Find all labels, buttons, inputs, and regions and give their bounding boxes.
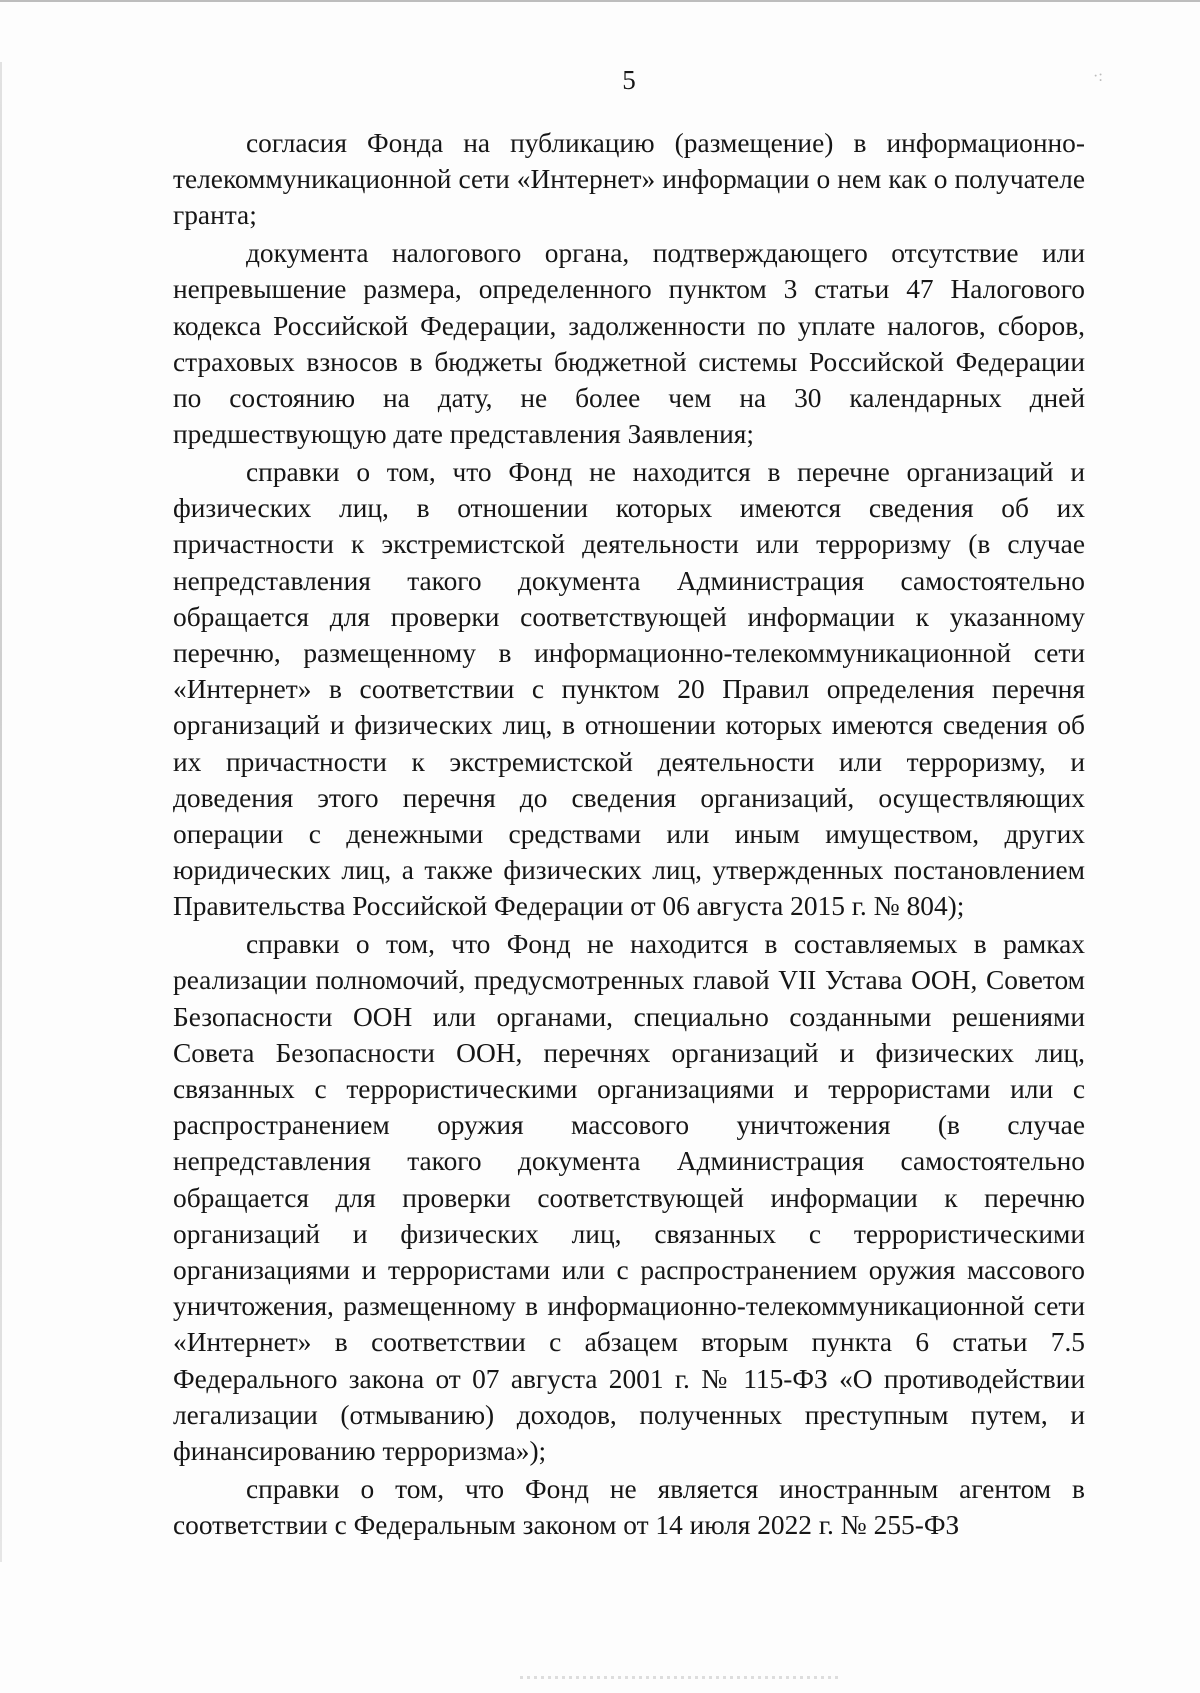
document-body [173,125,1085,1545]
paragraph-un-security-council-lists: справки о том, что Фонд не находится в составляемых в рамках реализации полномочий, предусмотренных главой VII Устава ООН, Советом Безопасности ООН или органами, специально созданными решениями Совета Безопасности ООН, перечнях организаций и физических лиц, связанных с террористическими организациями и террористами или с распространением оружия массового уничтожения (в случае непредставления такого документа Администрация самостоятельно обращается для проверки соответствующей информации к перечню организаций и физических лиц, связанных с террористическими организациями и террористами или с распространением оружия массового уничтожения, размещенному в информационно-телекоммуникационной сети «Интернет» в соответствии с абзацем вторым пункта 6 статьи 7.5 Федерального закона от 07 августа 2001 г. № 115-ФЗ «О противодействии легализации (отмыванию) доходов, полученных преступным путем, и финансированию терроризма»); [173,929,1085,1467]
scan-edge-shadow [0,62,2,1562]
scan-artifact-dots [520,1676,840,1679]
paragraph-consent-publication: согласия Фонда на публикацию (размещение) в информационно-телекоммуникационной сети «Интернет» информации о нем как о получателе гранта; [173,128,1085,231]
page-number: 5 [622,65,636,95]
scan-artifact-mark: ·: [1093,68,1103,85]
paragraph-tax-authority-document: документа налогового органа, подтверждающего отсутствие или непревышение размера, определенного пунктом 3 статьи 47 Налогового кодекса Российской Федерации, задолженности по уплате налогов, сборов, страховых взносов в бюджеты бюджетной системы Российской Федерации по состоянию на дату, не более чем на 30 календарных дней предшествующую дате представления Заявления; [173,238,1085,450]
paragraph-foreign-agent-certificate: справки о том, что Фонд не является иностранным агентом в соответствии с Федеральным законом от 14 июля 2022 г. № 255-ФЗ [173,1473,1085,1541]
paragraph-extremism-list-certificate: справки о том, что Фонд не находится в перечне организаций и физических лиц, в отношении которых имеются сведения об их причастности к экстремистской деятельности или терроризму (в случае непредставления такого документа Администрация самостоятельно обращается для проверки соответствующей информации к указанному перечню, размещенному в информационно-телекоммуникационной сети «Интернет» в соответствии с пунктом 20 Правил определения перечня организаций и физических лиц, в отношении которых имеются сведения об их причастности к экстремистской деятельности или терроризму, и доведения этого перечня до сведения организаций, осуществляющих операции с денежными средствами или иным имуществом, других юридических лиц, а также физических лиц, утвержденных постановлением Правительства Российской Федерации от 06 августа 2015 г. № 804); [173,457,1085,922]
